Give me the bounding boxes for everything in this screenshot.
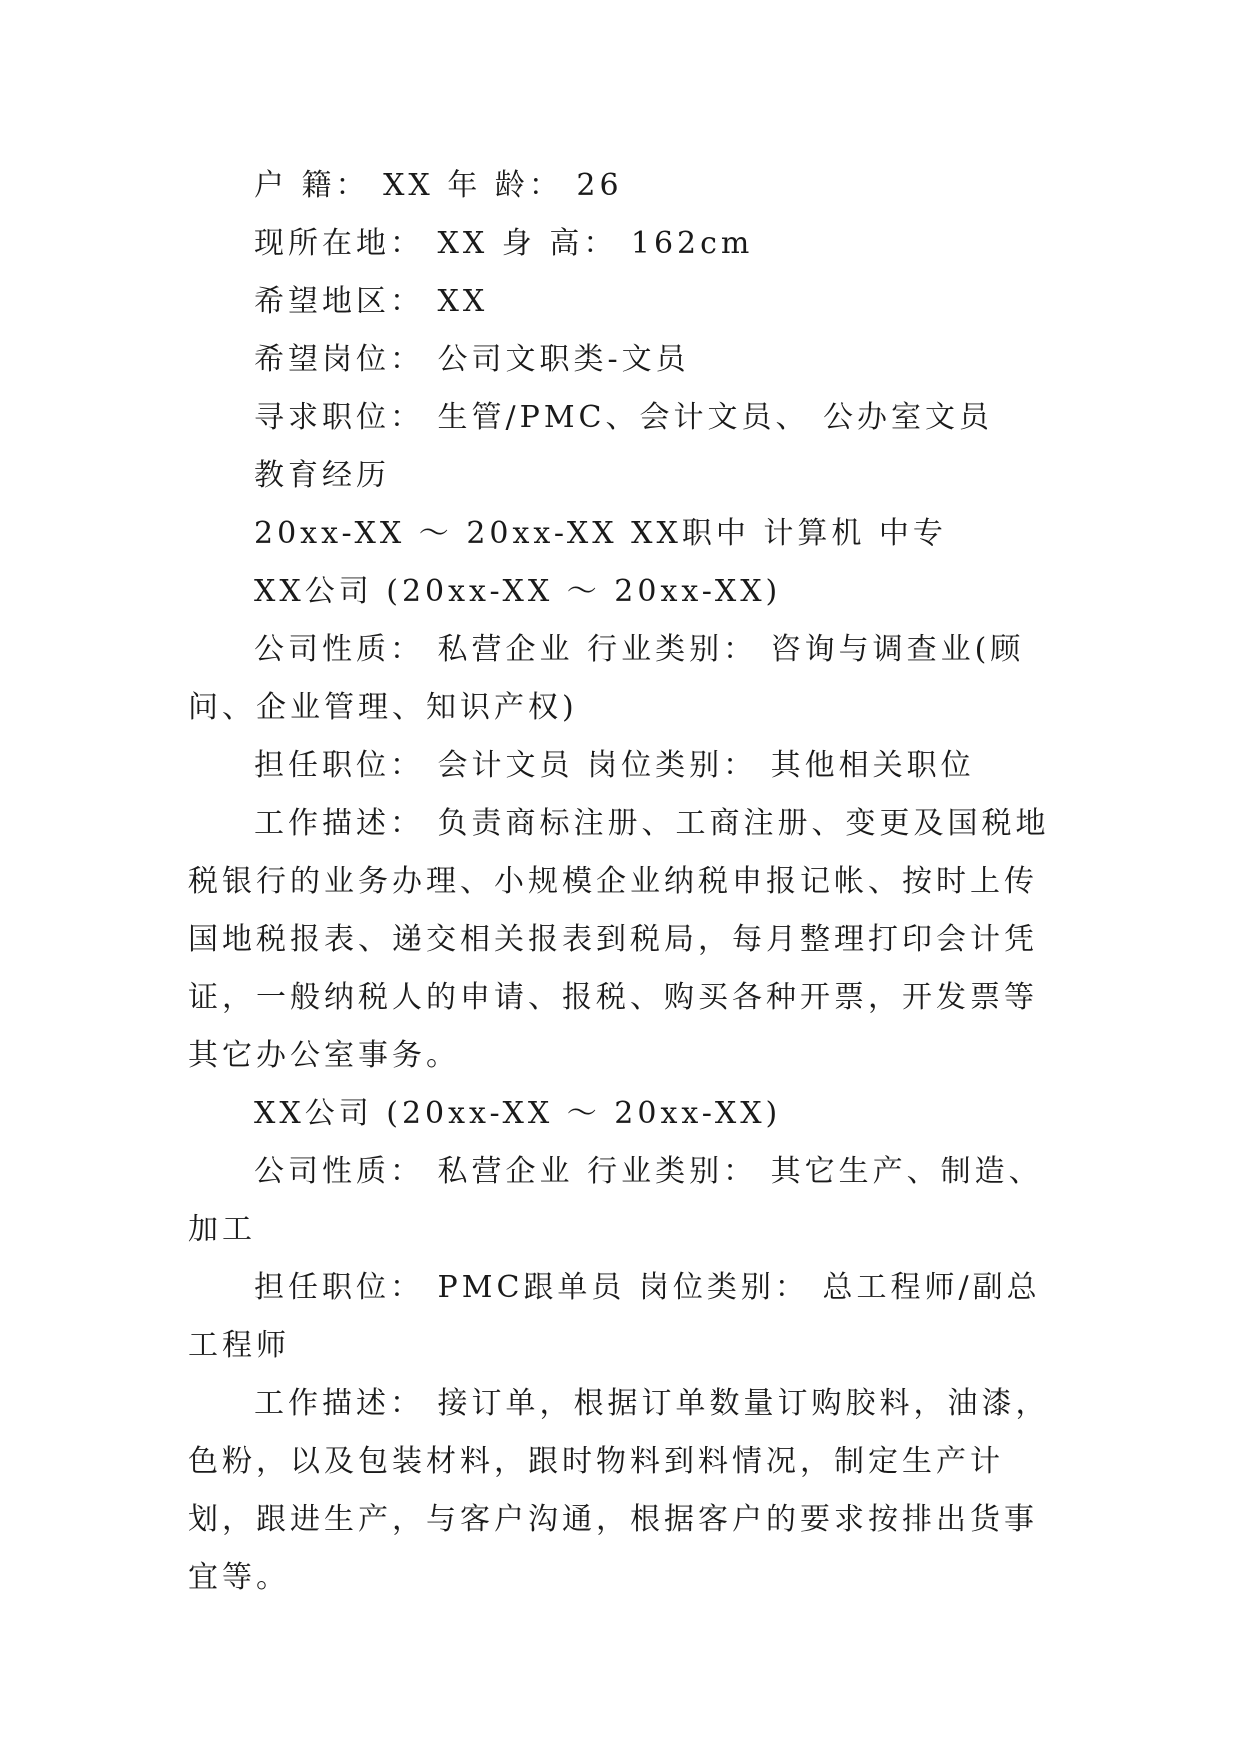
desired-region-line: 希望地区： XX [254, 284, 489, 319]
company-2-description: 工作描述： 接订单，根据订单数量订购胶料，油漆，色粉，以及包装材料，跟时物料到料情况，制定生产计划，跟进生产，与客户沟通，根据客户的要求按排出货事宜等。 [188, 1386, 1050, 1595]
company-1-title: XX公司 (20xx-XX ～ 20xx-XX) [254, 574, 782, 609]
company-2-title: XX公司 (20xx-XX ～ 20xx-XX) [254, 1096, 782, 1131]
company-1-nature: 公司性质： 私营企业 行业类别： 咨询与调查业(顾问、企业管理、知识产权) [188, 632, 1025, 725]
sought-jobs-line: 寻求职位： 生管/PMC、会计文员、 公办室文员 [254, 400, 994, 435]
company-1-role: 担任职位： 会计文员 岗位类别： 其他相关职位 [254, 748, 975, 783]
company-2-role: 担任职位： PMC跟单员 岗位类别： 总工程师/副总工程师 [188, 1270, 1041, 1363]
document-body [188, 157, 1068, 1607]
company-1-description: 工作描述： 负责商标注册、工商注册、变更及国税地税银行的业务办理、小规模企业纳税申报记帐、按时上传国地税报表、递交相关报表到税局，每月整理打印会计凭证，一般纳税人的申请、报税、购买各种开票，开发票等其它办公室事务。 [188, 806, 1050, 1073]
company-2-nature: 公司性质： 私营企业 行业类别： 其它生产、制造、加工 [188, 1154, 1043, 1247]
education-heading: 教育经历 [254, 458, 390, 493]
desired-position-line: 希望岗位： 公司文职类-文员 [254, 342, 690, 377]
education-entry: 20xx-XX ～ 20xx-XX XX职中 计算机 中专 [254, 516, 947, 551]
location-height-line: 现所在地： XX 身 高： 162cm [254, 226, 754, 261]
household-age-line: 户 籍： XX 年 龄： 26 [254, 168, 623, 203]
